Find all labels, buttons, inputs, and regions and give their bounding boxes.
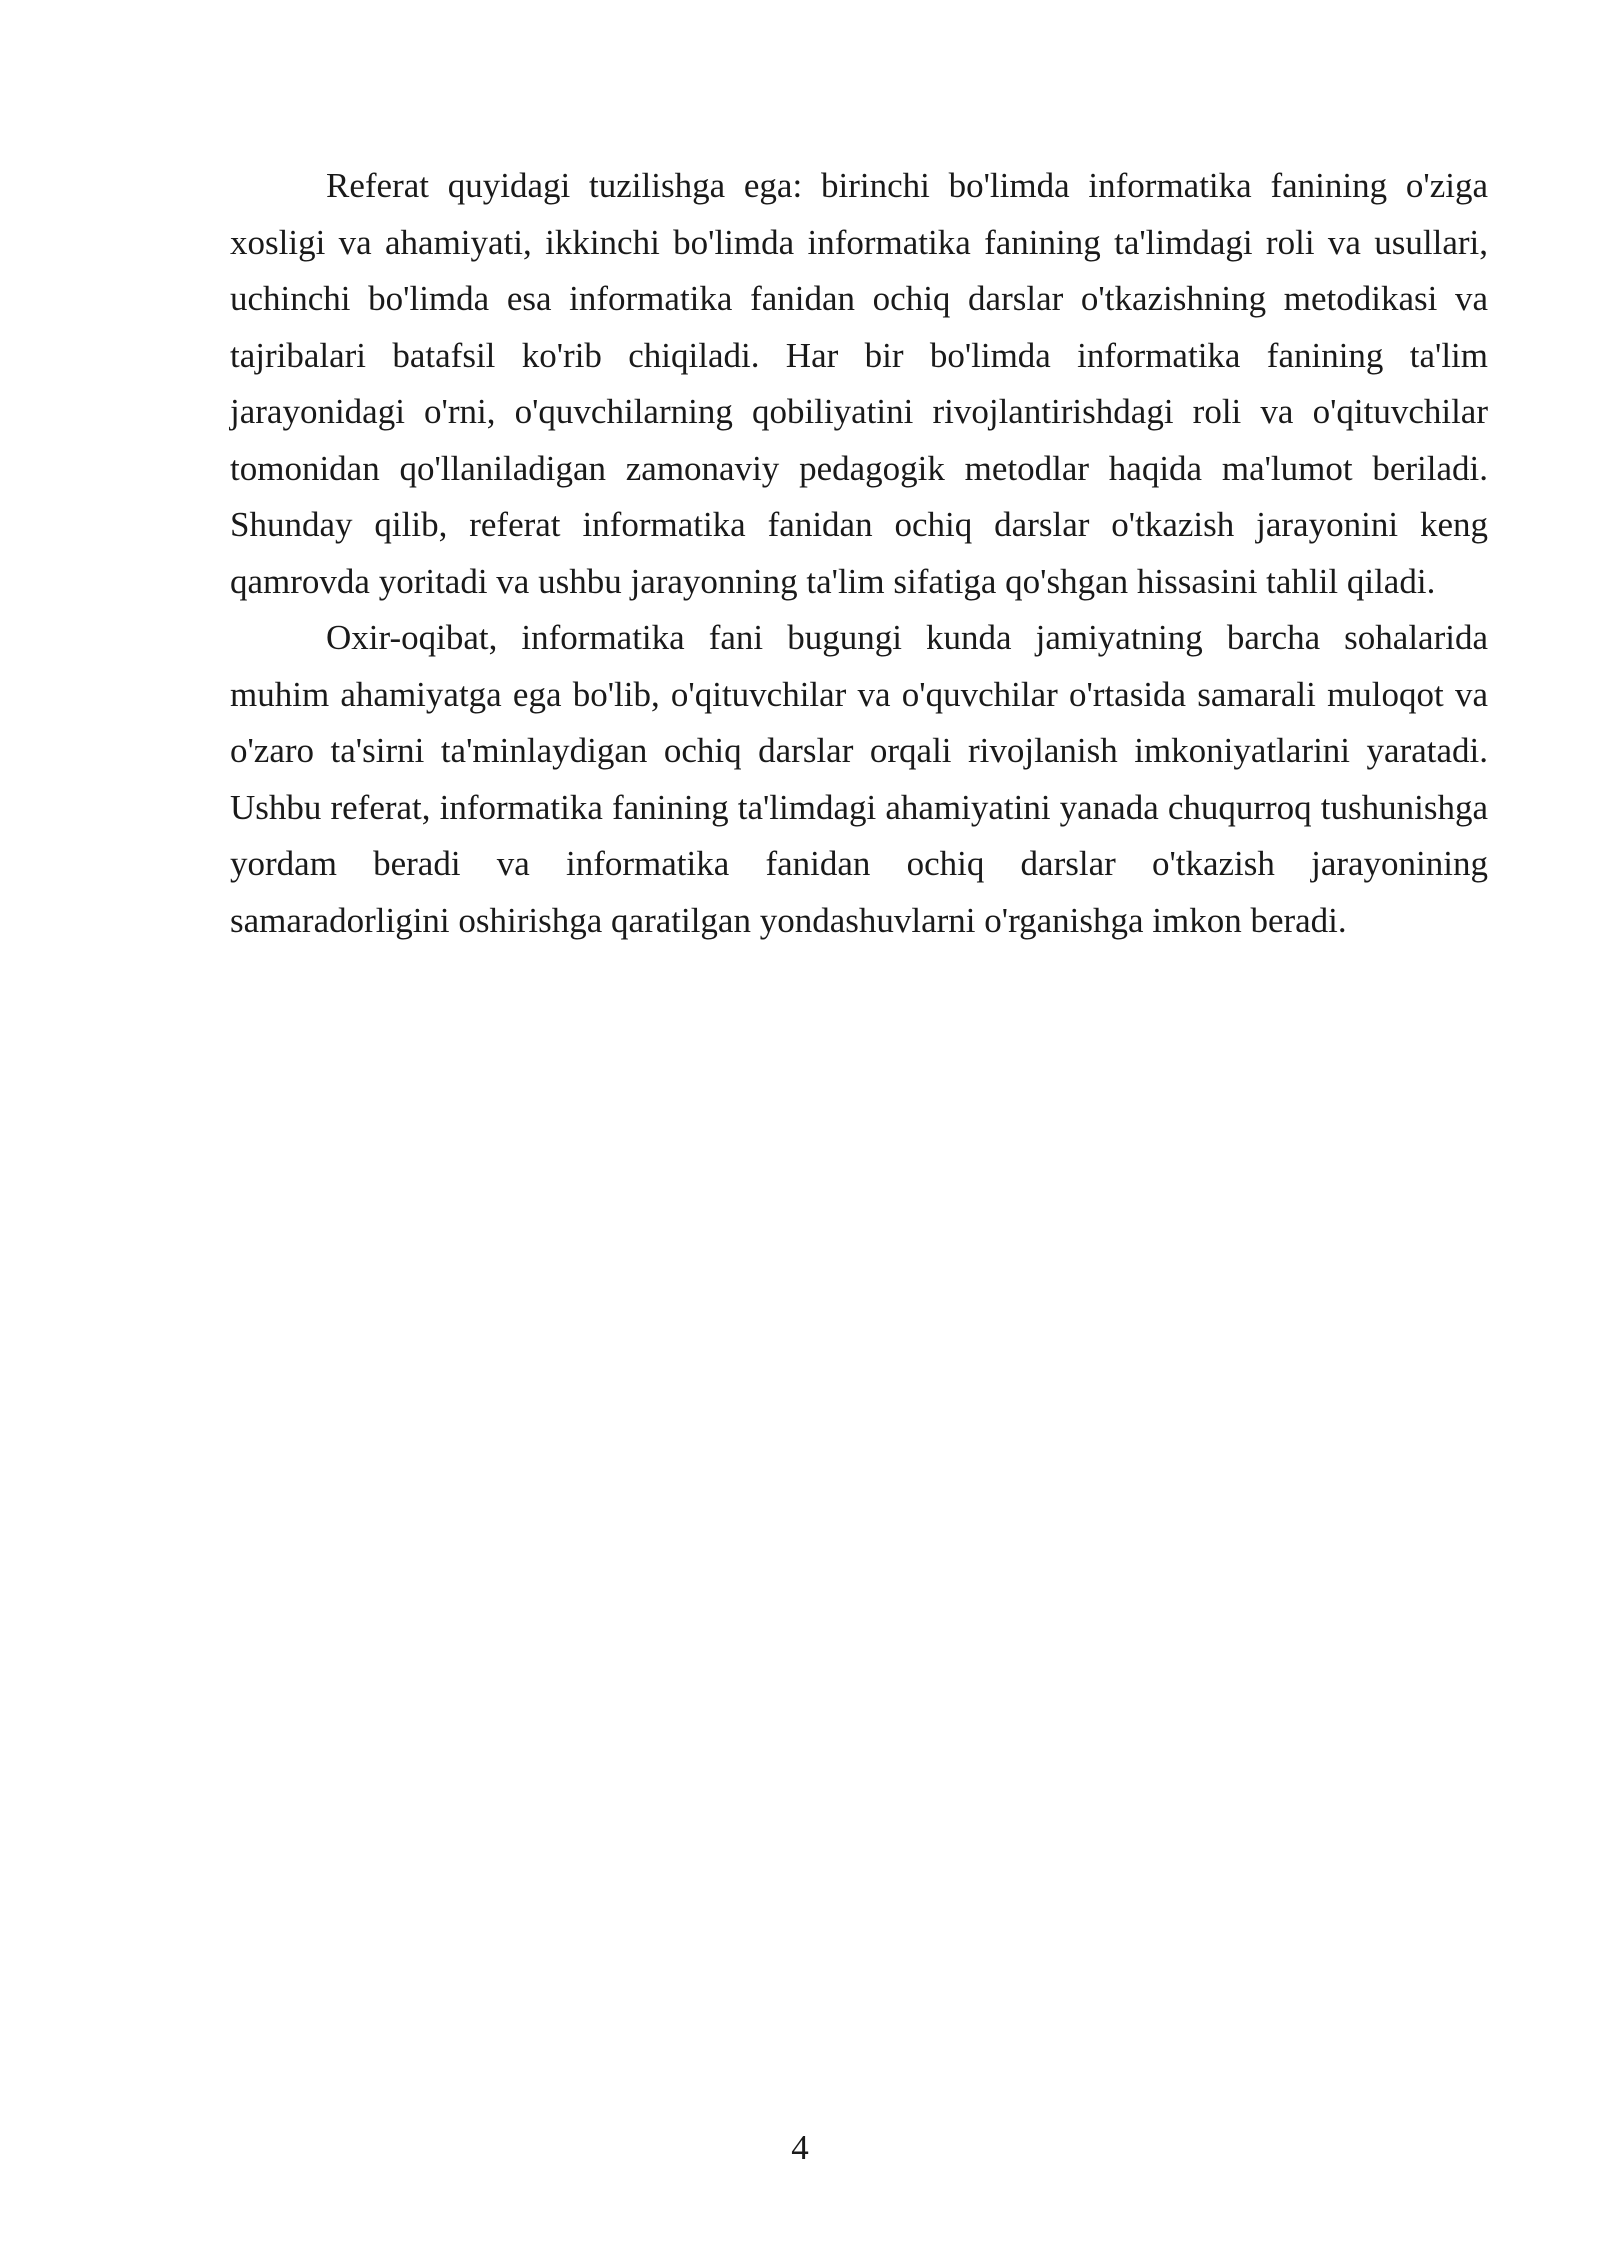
page-number: 4	[791, 2128, 809, 2167]
document-body	[230, 158, 1488, 949]
paragraph-structure: Referat quyidagi tuzilishga ega: birinchi bo'limda informatika fanining o'ziga xosligi va ahamiyati, ikkinchi bo'limda informatika fanining ta'limdagi roli va usullari, uchinchi bo'limda esa informatika fanidan ochiq darslar o'tkazishning metodikasi va tajribalari batafsil ko'rib chiqiladi. Har bir bo'limda informatika fanining ta'lim jarayonidagi o'rni, o'quvchilarning qobiliyatini rivojlantirishdagi roli va o'qituvchilar tomonidan qo'llaniladigan zamonaviy pedagogik metodlar haqida ma'lumot beriladi. Shunday qilib, referat informatika fanidan ochiq darslar o'tkazish jarayonini keng qamrovda yoritadi va ushbu jarayonning ta'lim sifatiga qo'shgan hissasini tahlil qiladi.	[230, 166, 1488, 601]
paragraph-conclusion: Oxir-oqibat, informatika fani bugungi kunda jamiyatning barcha sohalarida muhim ahamiyatga ega bo'lib, o'qituvchilar va o'quvchilar o'rtasida samarali muloqot va o'zaro ta'sirni ta'minlaydigan ochiq darslar orqali rivojlanish imkoniyatlarini yaratadi. Ushbu referat, informatika fanining ta'limdagi ahamiyatini yanada chuqurroq tushunishga yordam beradi va informatika fanidan ochiq darslar o'tkazish jarayonining samaradorligini oshirishga qaratilgan yondashuvlarni o'rganishga imkon beradi.	[230, 618, 1488, 940]
